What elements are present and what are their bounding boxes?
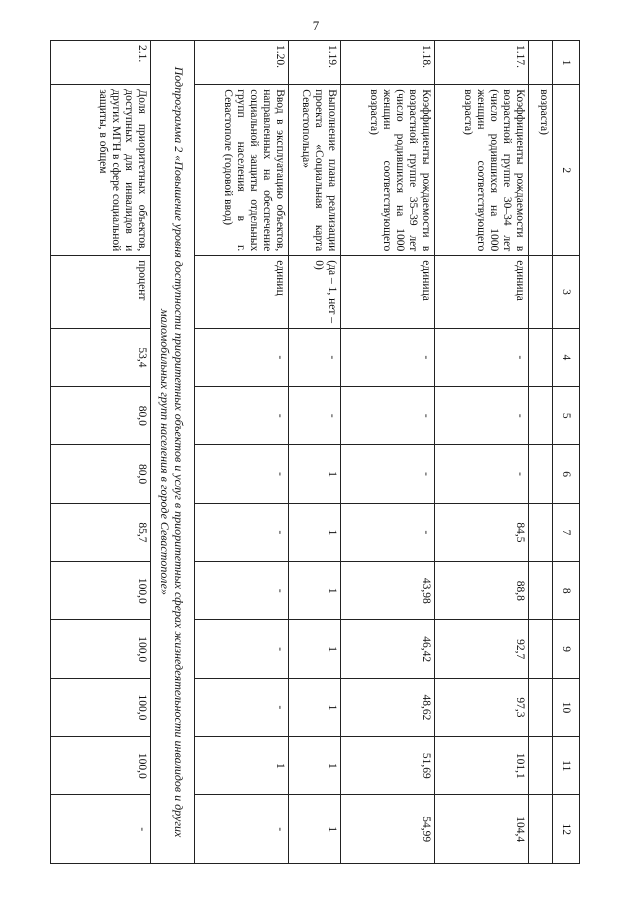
value-cell: 46,42 <box>341 620 435 678</box>
value-cell: 80,0 <box>51 387 151 445</box>
value-cell: 88,8 <box>435 562 529 620</box>
value-cell: - <box>341 328 435 386</box>
value-cell: - <box>195 328 289 386</box>
indicator-name: Коэффициенты рождаемости в возрастной группе 35–39 лет (число родившихся на 1000 женщин соответствующего возраста) <box>341 85 435 256</box>
table-row <box>341 41 435 864</box>
continuation-row <box>529 41 553 864</box>
value-cell: - <box>51 795 151 864</box>
value-cell: 100,0 <box>51 620 151 678</box>
value-cell: - <box>195 795 289 864</box>
row-number: 1.20. <box>195 41 289 85</box>
page-number: 7 <box>312 18 320 33</box>
value-cell: - <box>435 328 529 386</box>
value-cell: - <box>435 387 529 445</box>
header-cell: 3 <box>553 256 580 328</box>
value-cell: - <box>341 387 435 445</box>
row-number: 1.18. <box>341 41 435 85</box>
unit: процент <box>51 256 151 328</box>
indicator-name: Выполнение плана реализации проекта «Социальная карта Севастопольца» <box>289 85 341 256</box>
header-cell: 11 <box>553 737 580 795</box>
value-cell: 1 <box>289 795 341 864</box>
value-cell: 92,7 <box>435 620 529 678</box>
value-cell: 48,62 <box>341 678 435 736</box>
value-cell: 1 <box>289 678 341 736</box>
indicator-name: Доля приоритетных объектов, доступных для инвалидов и других МГН в сфере социальной защиты, в общем <box>51 85 151 256</box>
value-cell: 53,4 <box>51 328 151 386</box>
value-cell: 100,0 <box>51 562 151 620</box>
rotated-table-container <box>50 40 580 864</box>
header-cell: 10 <box>553 678 580 736</box>
value-cell: 1 <box>289 620 341 678</box>
header-cell: 2 <box>553 85 580 256</box>
table-row <box>51 41 151 864</box>
header-cell: 8 <box>553 562 580 620</box>
value-cell: - <box>195 562 289 620</box>
table-row <box>195 41 289 864</box>
value-cell: 51,69 <box>341 737 435 795</box>
value-cell: 84,5 <box>435 503 529 561</box>
header-cell: 7 <box>553 503 580 561</box>
value-cell: 85,7 <box>51 503 151 561</box>
row-number: 1.19. <box>289 41 341 85</box>
header-row <box>553 41 580 864</box>
value-cell: - <box>289 328 341 386</box>
table-row <box>289 41 341 864</box>
value-cell: - <box>195 387 289 445</box>
table-row <box>435 41 529 864</box>
unit: единица <box>341 256 435 328</box>
subprogram-row <box>151 41 195 864</box>
continuation-text: возраста) <box>529 85 553 256</box>
value-cell: 1 <box>289 445 341 503</box>
row-number: 1.17. <box>435 41 529 85</box>
header-cell: 5 <box>553 387 580 445</box>
empty-cell <box>529 41 553 85</box>
unit: (да – 1, нет – 0) <box>289 256 341 328</box>
subprogram-title: Подпрограмма 2 «Повышение уровня доступности приоритетных объектов и услуг в приоритетных сферах жизнедеятельности инвалидов и других маломобильных групп населения в городе Севастополе» <box>151 41 195 864</box>
value-cell: 43,98 <box>341 562 435 620</box>
indicator-name: Ввод в эксплуатацию объектов, направленных на обеспечение социальной защиты отдельных групп населения в г. Севастополе (годовой ввод) <box>195 85 289 256</box>
value-cell: 1 <box>289 562 341 620</box>
header-cell: 6 <box>553 445 580 503</box>
value-cell: 97,3 <box>435 678 529 736</box>
row-number: 2.1. <box>51 41 151 85</box>
value-cell: 100,0 <box>51 737 151 795</box>
value-cell: - <box>195 445 289 503</box>
value-cell: - <box>341 445 435 503</box>
value-cell: - <box>435 445 529 503</box>
header-cell: 1 <box>553 41 580 85</box>
value-cell: 80,0 <box>51 445 151 503</box>
value-cell: 104,4 <box>435 795 529 864</box>
value-cell: 1 <box>289 503 341 561</box>
unit: единица <box>435 256 529 328</box>
header-cell: 12 <box>553 795 580 864</box>
indicator-name: Коэффициенты рождаемости в возрастной группе 30–34 лет (число родившихся на 1000 женщин соответствующего возраста) <box>435 85 529 256</box>
value-cell: 100,0 <box>51 678 151 736</box>
header-cell: 4 <box>553 328 580 386</box>
value-cell: - <box>341 503 435 561</box>
value-cell: - <box>289 387 341 445</box>
value-cell: - <box>195 620 289 678</box>
value-cell: 1 <box>289 737 341 795</box>
indicators-table <box>50 40 580 864</box>
value-cell: - <box>195 678 289 736</box>
value-cell: 1 <box>195 737 289 795</box>
value-cell: 54,99 <box>341 795 435 864</box>
header-cell: 9 <box>553 620 580 678</box>
value-cell: 101,1 <box>435 737 529 795</box>
unit: единиц <box>195 256 289 328</box>
value-cell: - <box>195 503 289 561</box>
